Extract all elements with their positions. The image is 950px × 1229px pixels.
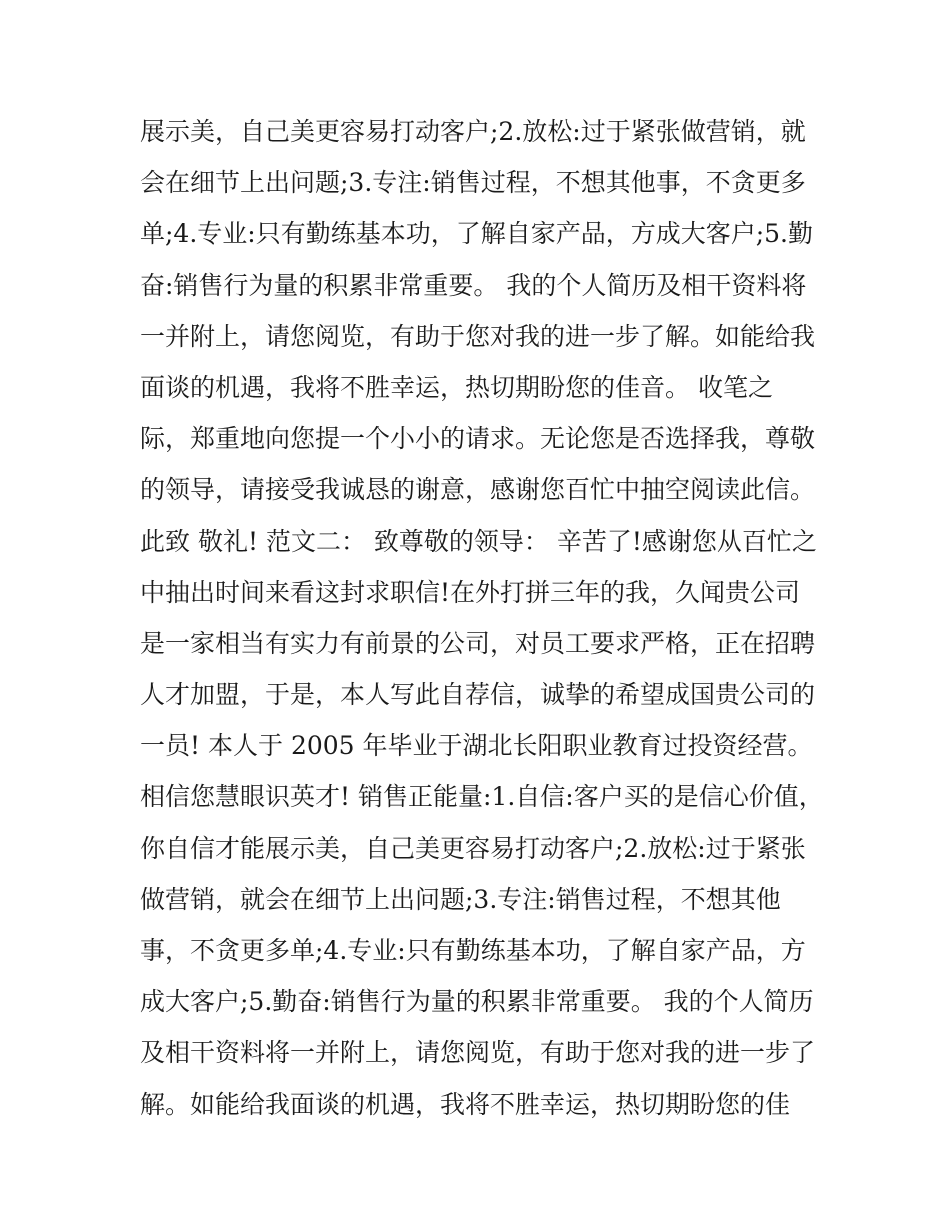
text-line-4: 奋:销售行为量的积累非常重要。 我的个人简历及相干资料将 bbox=[140, 270, 807, 300]
text-line-15: 你自信才能展示美，自己美更容易打动客户;2.放松:过于紧张 bbox=[140, 833, 806, 863]
text-line-10: 中抽出时间来看这封求职信!在外打拼三年的我，久闻贵公司 bbox=[140, 577, 801, 607]
text-line-19: 及相干资料将一并附上，请您阅览，有助于您对我的进一步了 bbox=[140, 1038, 816, 1068]
text-line-14: 相信您慧眼识英才! 销售正能量:1.自信:客户买的是信心价值， bbox=[140, 782, 824, 812]
text-line-13: 一员! 本人于 2005 年毕业于湖北长阳职业教育过投资经营。 bbox=[140, 731, 813, 761]
text-line-8: 的领导，请接受我诚恳的谢意，感谢您百忙中抽空阅读此信。 bbox=[140, 475, 816, 505]
text-line-16: 做营销，就会在细节上出问题;3.专注:销售过程，不想其他 bbox=[140, 884, 781, 914]
text-line-9: 此致 敬礼! 范文二： 致尊敬的领导： 辛苦了!感谢您从百忙之 bbox=[140, 526, 817, 556]
text-line-18: 成大客户;5.勤奋:销售行为量的积累非常重要。 我的个人简历 bbox=[140, 987, 814, 1017]
text-line-17: 事，不贪更多单;4.专业:只有勤练基本功，了解自家产品，方 bbox=[140, 936, 806, 965]
text-line-12: 人才加盟，于是，本人写此自荐信，诚挚的希望成国贵公司的 bbox=[140, 680, 816, 710]
text-line-1: 展示美，自己美更容易打动客户;2.放松:过于紧张做营销，就 bbox=[140, 117, 806, 146]
text-line-3: 单;4.专业:只有勤练基本功，了解自家产品，方成大客户;5.勤 bbox=[140, 219, 813, 249]
text-line-2: 会在细节上出问题;3.专注:销售过程，不想其他事，不贪更多 bbox=[140, 168, 806, 198]
text-line-6: 面谈的机遇，我将不胜幸运，热切期盼您的佳音。 收笔之 bbox=[140, 372, 773, 402]
document-body bbox=[140, 106, 824, 1130]
text-line-5: 一并附上，请您阅览，有助于您对我的进一步了解。如能给我 bbox=[140, 321, 816, 351]
text-line-20: 解。如能给我面谈的机遇，我将不胜幸运，热切期盼您的佳 bbox=[140, 1089, 791, 1119]
text-line-11: 是一家相当有实力有前景的公司，对员工要求严格，正在招聘 bbox=[140, 628, 816, 658]
text-line-7: 际，郑重地向您提一个小小的请求。无论您是否选择我，尊敬 bbox=[140, 424, 816, 454]
